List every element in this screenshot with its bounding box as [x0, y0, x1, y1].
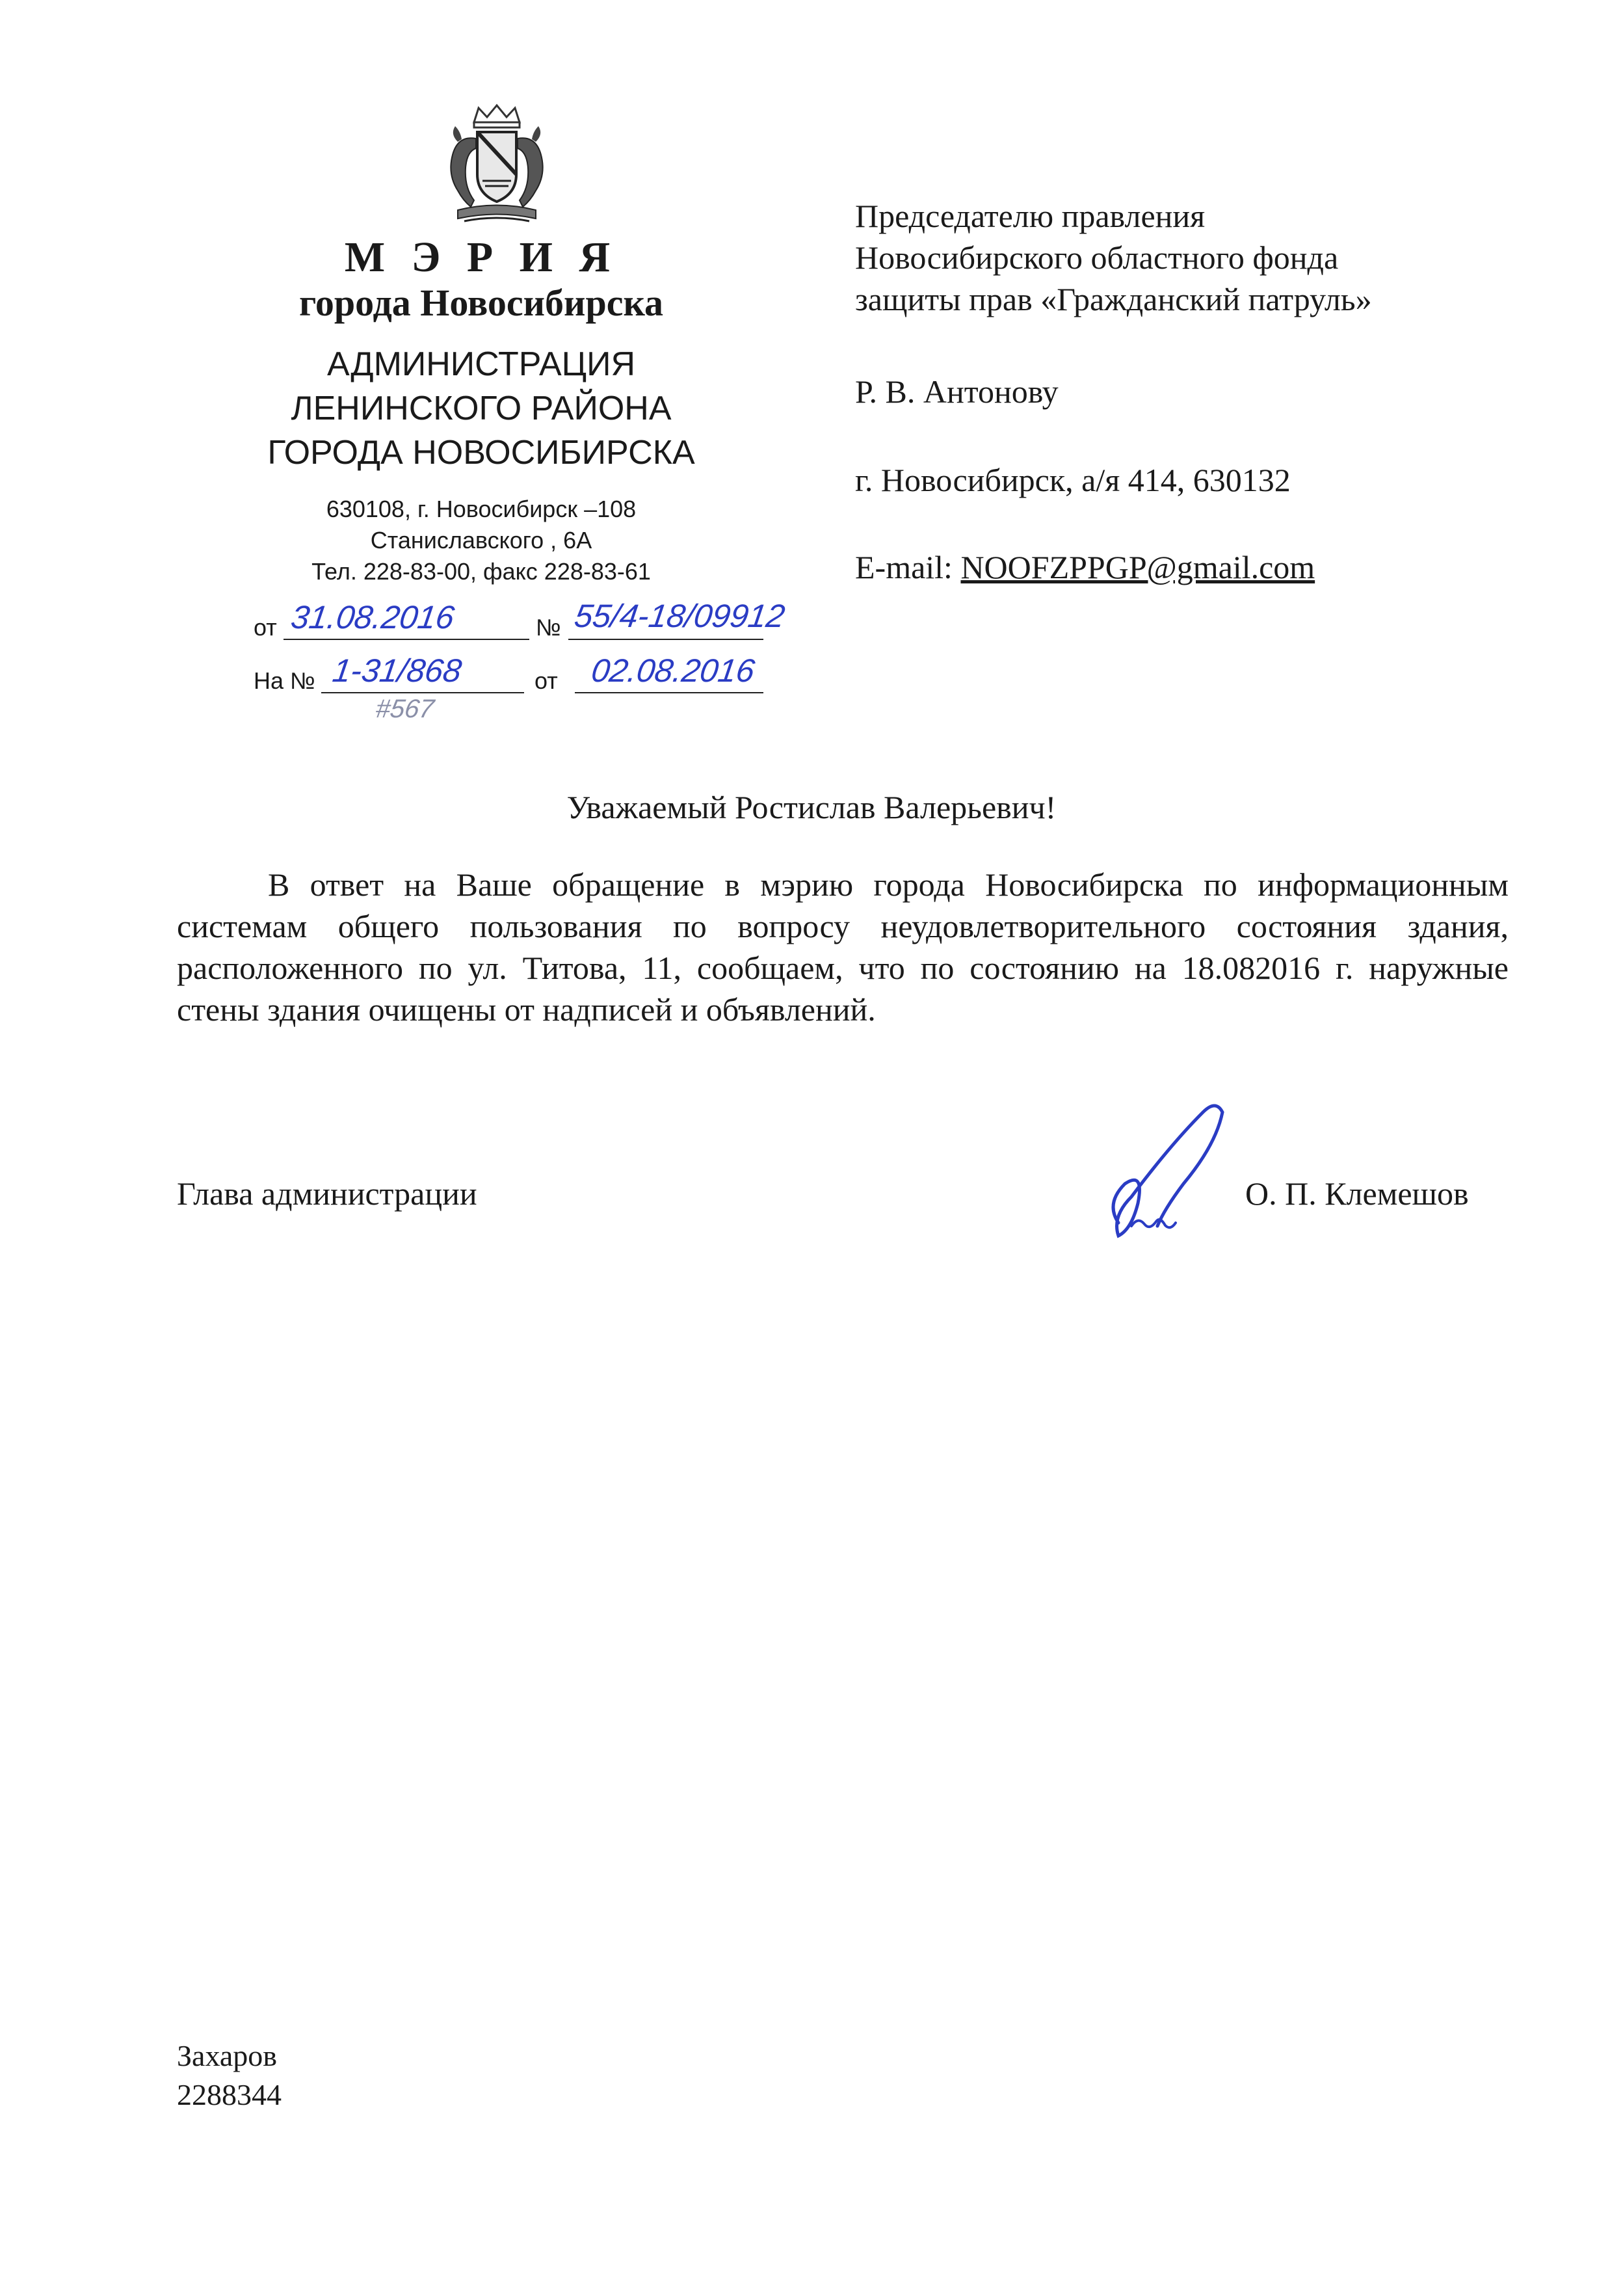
- reply-number-handwritten: 1-31/868: [330, 652, 464, 689]
- addressee-line3: защиты прав «Гражданский патруль»: [855, 281, 1372, 317]
- letterhead-admin-line3: ГОРОДА НОВОСИБИРСКА: [267, 434, 695, 472]
- reply-date-handwritten: 02.08.2016: [589, 652, 758, 689]
- letterhead-admin-line2: ЛЕНИНСКОГО РАЙОНА: [291, 390, 672, 427]
- number-label: №: [536, 614, 561, 641]
- handwritten-signature-icon: [1092, 1086, 1287, 1255]
- executor-name: Захаров: [177, 2039, 277, 2072]
- greeting: Уважаемый Ростислав Валерьевич!: [566, 789, 1057, 825]
- signatory-title: Глава администрации: [177, 1175, 477, 1212]
- novosibirsk-coat-of-arms-icon: [438, 103, 555, 233]
- letterhead: [221, 98, 741, 748]
- reply-from-label: от: [534, 667, 558, 694]
- reply-label: На №: [254, 667, 315, 694]
- email-label: E-mail:: [855, 549, 961, 585]
- addressee-line2: Новосибирского областного фонда: [855, 239, 1339, 276]
- letterhead-address-line1: 630108, г. Новосибирск –108: [326, 496, 637, 522]
- letterhead-address-line2: Станиславского , 6А: [370, 527, 592, 554]
- addressee-address: г. Новосибирск, а/я 414, 630132: [855, 462, 1291, 498]
- letterhead-address-line3: Тел. 228-83-00, факс 228-83-61: [311, 558, 651, 585]
- from-label: от: [254, 614, 277, 641]
- letterhead-city: города Новосибирска: [298, 282, 664, 324]
- addressee-email-row: [855, 546, 1315, 588]
- letter-body: В ответ на Ваше обращение в мэрию города Новосибирска по информационным системам общего пользования по вопросу неудовлетворительного состояния здания, расположенного по ул. Титова, 11, сообщаем, что по состоянию на 18.082016 г. наружные стены здания очищены от надписей и объявлений.: [177, 866, 1509, 1028]
- executor-phone: 2288344: [177, 2078, 282, 2111]
- reply-number-note: #567: [373, 695, 436, 723]
- number-handwritten: 55/4-18/09912: [572, 598, 787, 634]
- from-date-handwritten: 31.08.2016: [289, 599, 457, 635]
- letterhead-mayor-title: М Э Р И Я: [344, 234, 618, 281]
- email-link[interactable]: NOOFZPPGP@gmail.com: [960, 549, 1315, 585]
- letterhead-admin-line1: АДМИНИСТРАЦИЯ: [326, 345, 636, 383]
- signatory-name: О. П. Клемешов: [1245, 1175, 1469, 1212]
- addressee-line1: Председателю правления: [855, 198, 1206, 234]
- addressee-name: Р. В. Антонову: [855, 373, 1059, 410]
